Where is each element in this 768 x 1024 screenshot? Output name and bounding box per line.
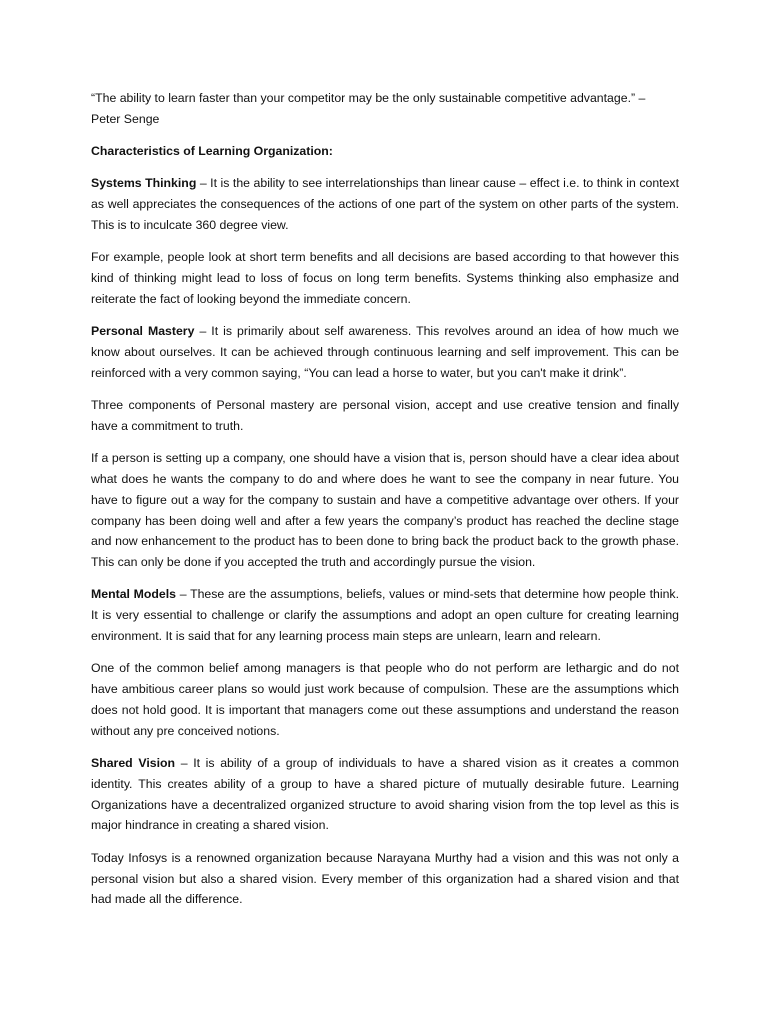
mental-models-term: Mental Models xyxy=(91,587,177,602)
shared-vision-text: – It is ability of a group of individuals to have a shared vision as it creates a common identity. This creates ability of a group to have a shared picture of mutually desirable future. Learning Organizations have a decentralized organized structure to avoid sharing vision from the top level as this is major hindrance in creating a shared vision. xyxy=(91,756,680,833)
systems-thinking-example: For example, people look at short term benefits and all decisions are based according to that however this kind of thinking might lead to loss of focus on long term benefits. Systems thinking also emphasize and reiterate the fact of looking beyond the immediate concern. xyxy=(91,250,679,306)
systems-thinking-definition xyxy=(91,173,679,235)
mental-models-text: – These are the assumptions, beliefs, values or mind-sets that determine how people think. It is very essential to challenge or clarify the assumptions and adopt an open culture for creating learning environment. It is said that for any learning process main steps are unlearn, learn and relearn. xyxy=(91,587,679,644)
mental-models-definition xyxy=(91,584,679,646)
systems-thinking-text: – It is the ability to see interrelationships than linear cause – effect i.e. to think in context as well appreciates the consequences of the actions of one part of the system on other parts of the system. This is to inculcate 360 degree view. xyxy=(91,176,679,232)
mental-models-example: One of the common belief among managers is that people who do not perform are lethargic and do not have ambitious career plans so would just work because of compulsion. These are the assumptions which does not hold good. It is important that managers come out these assumptions and understand the reason without any pre conceived notions. xyxy=(91,661,679,738)
personal-mastery-definition xyxy=(91,321,679,383)
personal-mastery-components: Three components of Personal mastery are personal vision, accept and use creative tension and finally have a commitment to truth. xyxy=(91,398,679,433)
shared-vision-term: Shared Vision xyxy=(91,756,176,771)
shared-vision-definition xyxy=(91,753,679,836)
document-page xyxy=(91,88,679,922)
personal-mastery-text: – It is primarily about self awareness. This revolves around an idea of how much we know about ourselves. It can be achieved through continuous learning and self improvement. This can be reinforced with a very common saying, “You can lead a horse to water, but you can't make it drink”. xyxy=(91,324,679,380)
personal-mastery-example: If a person is setting up a company, one should have a vision that is, person should have a clear idea about what does he wants the company to do and where does he want to see the company in near future. You have to figure out a way for the company to sustain and have a competitive advantage over others. If your company has been doing well and after a few years the company’s product has reached the decline stage and now enhancement to the product has to been done to bring back the product back to the growth phase. This can only be done if you accepted the truth and accordingly pursue the vision. xyxy=(91,451,679,570)
personal-mastery-term: Personal Mastery xyxy=(91,324,195,339)
opening-quote xyxy=(91,88,679,130)
section-heading: Characteristics of Learning Organization: xyxy=(91,144,333,159)
quote-text: “The ability to learn faster than your competitor may be the only sustainable competitive advantage.” – xyxy=(91,91,646,105)
quote-author: Peter Senge xyxy=(91,111,160,126)
shared-vision-example: Today Infosys is a renowned organization because Narayana Murthy had a vision and this was not only a personal vision but also a shared vision. Every member of this organization had a shared vision and that had made all the difference. xyxy=(91,850,679,907)
systems-thinking-term: Systems Thinking xyxy=(91,176,197,191)
